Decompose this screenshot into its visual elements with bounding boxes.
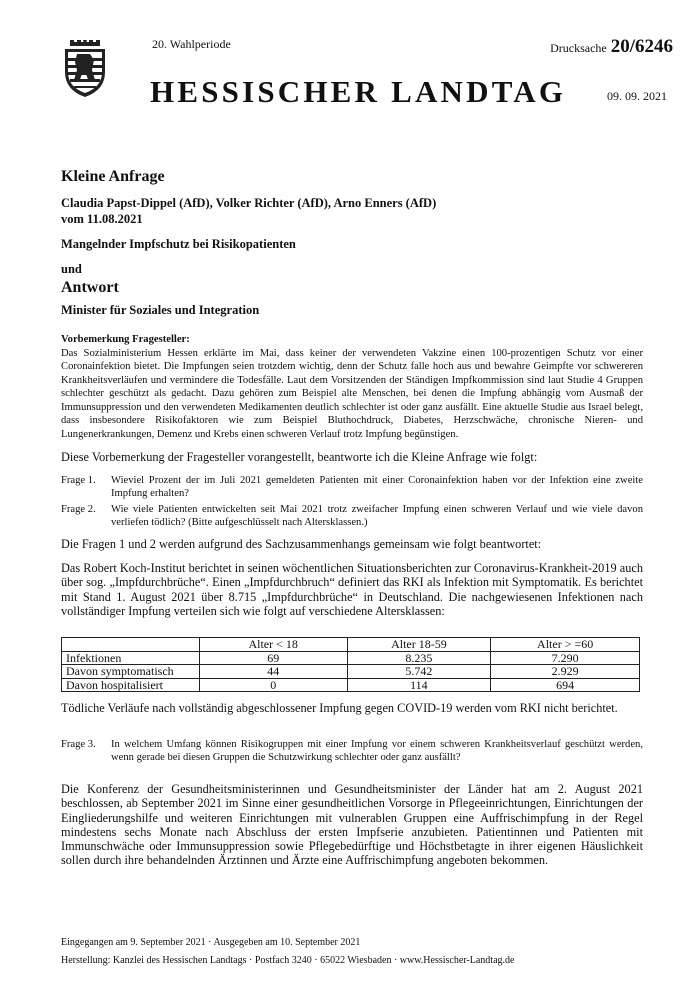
drucksache-label: Drucksache xyxy=(550,41,607,55)
intro-paragraph: Diese Vorbemerkung der Fragesteller vorangestellt, beantworte ich die Kleine Anfrage wie folgt: xyxy=(61,450,538,464)
table-cell: 114 xyxy=(347,678,491,692)
table-row xyxy=(62,678,640,692)
wahlperiode: 20. Wahlperiode xyxy=(152,37,231,51)
frage-2-label: Frage 2. xyxy=(61,504,96,515)
frage-3 xyxy=(61,738,643,764)
table-cell: 44 xyxy=(199,665,347,679)
frage-2-text: Wie viele Patienten entwickelten seit Mai 2021 trotz zweifacher Impfung einen schweren Verlauf und wie viele davon verliefen tödlich? (Bitte aufgeschlüsselt nach Altersklassen.) xyxy=(111,504,643,528)
antwort3-paragraph: Die Konferenz der Gesundheitsministerinnen und Gesundheitsminister der Länder hat am 2. August 2021 beschlossen, ab September 2021 im Sinne einer gesundheitlichen Vorsorge in Pflegeeinrichtungen, Einrichtungen der Eingliederungshilfe und weiteren Einrichtungen mit vulnerablen Gruppen eine Auffrischimpfung in der Regel mindestens sechs Monate nach Abschluss der ersten Impfserie anzubieten. Patientinnen und Patienten mit Immunschwäche oder Immunsuppression sowie Pflegebedürftige und Höchstbetagte in ihrer eigenen Häuslichkeit sollen durch ihre behandelnden Ärztinnen und Ärzte eine Auffrischimpfung angeboten bekommen. xyxy=(61,782,643,868)
anfrage-date: vom 11.08.2021 xyxy=(61,212,143,226)
vorbemerkung-text: Das Sozialministerium Hessen erklärte im Mai, dass keiner der verwendeten Vakzine einen 100-prozentigen Schutz vor einer Coronainfektion bietet. Die Impfungen seien trotzdem wichtig, denn der Schutz falle hoch aus und bewahre Geimpfte vor schwereren Krankheitsverläufen und vermindere die Todesfälle. Laut dem Vorsitzenden der Ständigen Impfkommission sind laut Studie 4 Gruppen schlechter geschützt als gedacht. Dazu gehören zum Beispiel alte Menschen, bei denen die Impfung abhängig vom Ausmaß der Immunsuppression und den verwendeten Medikamenten deutlich schlechter ist oder ganz ausfällt. Eine aktuelle Studie aus Israel belegt, dass insbesondere Risikofaktoren wie zum Beispiel Bluthochdruck, Diabetes, Herzschwäche, chronische Nieren- und Lungenerkrankungen, Demenz und Krebs einen schweren Verlauf trotz Impfung begünstigen. xyxy=(61,347,643,440)
frage-1 xyxy=(61,474,643,500)
table-cell: Davon symptomatisch xyxy=(62,665,200,679)
anfrage-type: Kleine Anfrage xyxy=(61,168,165,185)
anfrage-heading xyxy=(61,168,641,318)
antwort-label: Antwort xyxy=(61,279,119,296)
table-header-row xyxy=(62,638,640,652)
anfrage-subject: Mangelnder Impfschutz bei Risikopatienten xyxy=(61,237,296,251)
frage-1-text: Wieviel Prozent der im Juli 2021 gemeldeten Patienten mit einer Coronainfektion haben vor der Infektion eine zweite Impfung erhalten? xyxy=(111,475,643,499)
frage-3-label: Frage 3. xyxy=(61,739,96,750)
toedlich-paragraph: Tödliche Verläufe nach vollständig abgeschlossener Impfung gegen COVID-19 werden vom RKI nicht berichtet. xyxy=(61,701,618,715)
table-row xyxy=(62,665,640,679)
table-cell: 5.742 xyxy=(347,665,491,679)
footer-dates: Eingegangen am 9. September 2021 · Ausgegeben am 10. September 2021 xyxy=(61,937,361,948)
document-date: 09. 09. 2021 xyxy=(607,89,667,103)
table-cell: 7.290 xyxy=(491,651,640,665)
table-cell: 2.929 xyxy=(491,665,640,679)
hessen-coat-of-arms-icon xyxy=(62,40,108,98)
table-header-cell xyxy=(62,638,200,652)
vorbemerkung xyxy=(61,333,643,441)
frage-2 xyxy=(61,503,643,529)
drucksache xyxy=(550,36,673,58)
table-cell: Davon hospitalisiert xyxy=(62,678,200,692)
drucksache-number: 20/6246 xyxy=(610,36,673,57)
table-header-cell: Alter < 18 xyxy=(199,638,347,652)
und-label: und xyxy=(61,262,82,276)
minister: Minister für Soziales und Integration xyxy=(61,303,260,317)
anfrage-authors: Claudia Papst-Dippel (AfD), Volker Richter (AfD), Arno Enners (AfD) xyxy=(61,196,437,210)
table-row xyxy=(62,651,640,665)
altersklassen-table xyxy=(61,637,640,692)
table-cell: 8.235 xyxy=(347,651,491,665)
footer-address: Herstellung: Kanzlei des Hessischen Landtags · Postfach 3240 · 65022 Wiesbaden · www.Hessischer-Landtag.de xyxy=(61,955,515,966)
vorbemerkung-heading: Vorbemerkung Fragesteller: xyxy=(61,334,190,345)
table-cell: 694 xyxy=(491,678,640,692)
table-cell: 69 xyxy=(199,651,347,665)
table-cell: 0 xyxy=(199,678,347,692)
antwort12-intro: Die Fragen 1 und 2 werden aufgrund des Sachzusammenhangs gemeinsam wie folgt beantwortet: xyxy=(61,537,542,551)
page-title: HESSISCHER LANDTAG xyxy=(150,74,567,109)
frage-1-label: Frage 1. xyxy=(61,475,96,486)
table-header-cell: Alter 18-59 xyxy=(347,638,491,652)
antwort12-text: Das Robert Koch-Institut berichtet in seinen wöchentlichen Situationsberichten zur Coronavirus-Krankheit-2019 auch über sog. „Impfdurchbrüche“. Einen „Impfdurchbruch“ definiert das RKI als Infektion mit Symptomatik. Es berichtet mit Stand 1. August 2021 über 8.715 „Impfdurchbrüche“ in Deutschland. Die nachgewiesenen Infektionen nach vollständiger Impfung verteilen sich wie folgt auf verschiedene Altersklassen: xyxy=(61,561,643,618)
table-cell: Infektionen xyxy=(62,651,200,665)
frage-3-text: In welchem Umfang können Risikogruppen mit einer Impfung vor einem schweren Krankheitsverlauf geschützt werden, wenn gerade bei diesen Gruppen die Schutzwirkung schlechter oder ganz ausfällt? xyxy=(111,739,643,763)
table-header-cell: Alter > =60 xyxy=(491,638,640,652)
